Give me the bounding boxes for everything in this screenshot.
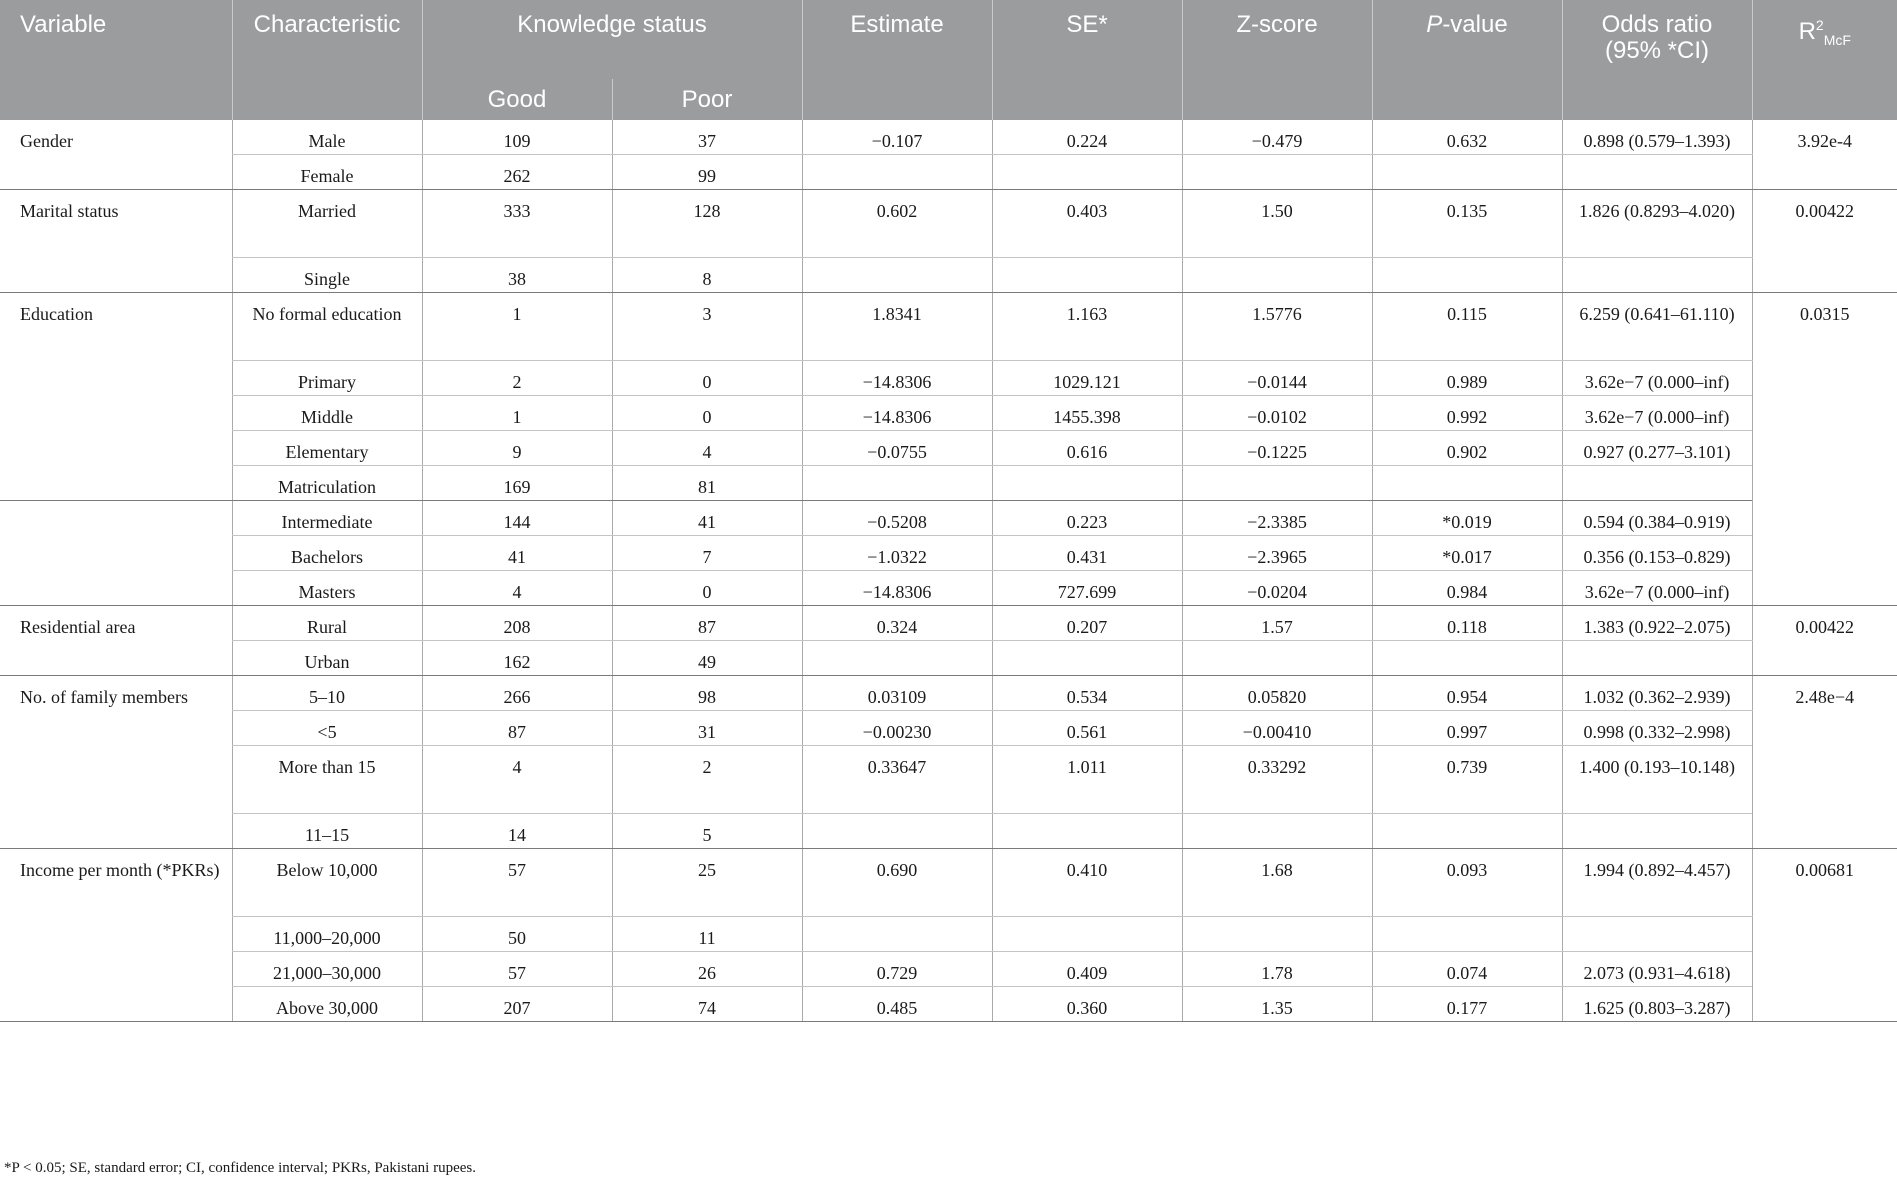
z-score-cell: −0.00410 <box>1182 711 1372 746</box>
header-poor: Poor <box>612 79 802 120</box>
variable-cell <box>0 501 232 606</box>
good-cell: 57 <box>422 952 612 987</box>
good-cell: 109 <box>422 120 612 155</box>
odds-ratio-cell <box>1562 258 1752 293</box>
z-score-cell: −0.0102 <box>1182 396 1372 431</box>
z-score-cell <box>1182 258 1372 293</box>
table-row <box>0 431 1897 466</box>
p-value-cell: 0.997 <box>1372 711 1562 746</box>
poor-cell: 8 <box>612 258 802 293</box>
estimate-cell: −0.5208 <box>802 501 992 536</box>
estimate-cell: −14.8306 <box>802 361 992 396</box>
good-cell: 2 <box>422 361 612 396</box>
estimate-cell <box>802 917 992 952</box>
se-cell: 1455.398 <box>992 396 1182 431</box>
estimate-cell <box>802 814 992 849</box>
se-cell: 0.534 <box>992 676 1182 711</box>
variable-cell: Gender <box>0 120 232 190</box>
characteristic-cell: Middle <box>232 396 422 431</box>
good-cell: 1 <box>422 396 612 431</box>
p-value-cell: 0.093 <box>1372 849 1562 917</box>
r2-cell: 0.00422 <box>1752 606 1897 676</box>
table-row <box>0 258 1897 293</box>
estimate-cell: 0.602 <box>802 190 992 258</box>
p-value-cell: 0.984 <box>1372 571 1562 606</box>
good-cell: 1 <box>422 293 612 361</box>
table-row <box>0 849 1897 917</box>
table-header <box>0 0 1897 120</box>
p-value-cell: 0.135 <box>1372 190 1562 258</box>
z-score-cell: 0.05820 <box>1182 676 1372 711</box>
estimate-cell <box>802 641 992 676</box>
se-cell <box>992 917 1182 952</box>
good-cell: 4 <box>422 571 612 606</box>
se-cell: 0.561 <box>992 711 1182 746</box>
odds-ratio-cell: 3.62e−7 (0.000–inf) <box>1562 361 1752 396</box>
characteristic-cell: Above 30,000 <box>232 987 422 1022</box>
se-cell: 0.403 <box>992 190 1182 258</box>
estimate-cell: 0.03109 <box>802 676 992 711</box>
p-value-cell: 0.739 <box>1372 746 1562 814</box>
characteristic-cell: Bachelors <box>232 536 422 571</box>
table-row <box>0 120 1897 155</box>
se-cell: 1.163 <box>992 293 1182 361</box>
header-odds-ratio-line1: Odds ratio <box>1601 11 1713 38</box>
poor-cell: 5 <box>612 814 802 849</box>
poor-cell: 25 <box>612 849 802 917</box>
p-value-cell <box>1372 917 1562 952</box>
poor-cell: 0 <box>612 361 802 396</box>
z-score-cell <box>1182 917 1372 952</box>
table-row <box>0 361 1897 396</box>
table-footnote: *P < 0.05; SE, standard error; CI, confidence interval; PKRs, Pakistani rupees. <box>4 1160 476 1176</box>
estimate-cell: 1.8341 <box>802 293 992 361</box>
estimate-cell: −14.8306 <box>802 571 992 606</box>
estimate-cell <box>802 466 992 501</box>
odds-ratio-cell: 0.898 (0.579–1.393) <box>1562 120 1752 155</box>
header-characteristic: Characteristic <box>232 0 422 120</box>
r2-cell: 2.48e−4 <box>1752 676 1897 849</box>
header-variable: Variable <box>0 0 232 120</box>
characteristic-cell: Masters <box>232 571 422 606</box>
z-score-cell: −2.3965 <box>1182 536 1372 571</box>
characteristic-cell: Female <box>232 155 422 190</box>
p-value-cell: 0.115 <box>1372 293 1562 361</box>
z-score-cell: −0.0144 <box>1182 361 1372 396</box>
table-row <box>0 987 1897 1022</box>
poor-cell: 99 <box>612 155 802 190</box>
estimate-cell: −0.00230 <box>802 711 992 746</box>
p-value-cell <box>1372 641 1562 676</box>
se-cell <box>992 641 1182 676</box>
z-score-cell <box>1182 814 1372 849</box>
estimate-cell: −0.0755 <box>802 431 992 466</box>
good-cell: 4 <box>422 746 612 814</box>
se-cell: 0.431 <box>992 536 1182 571</box>
poor-cell: 87 <box>612 606 802 641</box>
characteristic-cell: Male <box>232 120 422 155</box>
poor-cell: 3 <box>612 293 802 361</box>
table-row <box>0 190 1897 258</box>
estimate-cell <box>802 258 992 293</box>
table-row <box>0 571 1897 606</box>
good-cell: 333 <box>422 190 612 258</box>
se-cell: 0.410 <box>992 849 1182 917</box>
characteristic-cell: Elementary <box>232 431 422 466</box>
table-row <box>0 396 1897 431</box>
header-r2-sup: 2 <box>1815 17 1824 33</box>
p-value-cell: 0.902 <box>1372 431 1562 466</box>
good-cell: 9 <box>422 431 612 466</box>
se-cell: 0.223 <box>992 501 1182 536</box>
good-cell: 50 <box>422 917 612 952</box>
p-value-cell <box>1372 466 1562 501</box>
odds-ratio-cell: 0.998 (0.332–2.998) <box>1562 711 1752 746</box>
header-se: SE* <box>992 0 1182 120</box>
characteristic-cell: 21,000–30,000 <box>232 952 422 987</box>
poor-cell: 7 <box>612 536 802 571</box>
characteristic-cell: 5–10 <box>232 676 422 711</box>
odds-ratio-cell: 0.594 (0.384–0.919) <box>1562 501 1752 536</box>
se-cell: 0.224 <box>992 120 1182 155</box>
odds-ratio-cell: 3.62e−7 (0.000–inf) <box>1562 571 1752 606</box>
se-cell: 1.011 <box>992 746 1182 814</box>
p-value-cell: 0.954 <box>1372 676 1562 711</box>
poor-cell: 0 <box>612 571 802 606</box>
p-value-cell: 0.989 <box>1372 361 1562 396</box>
z-score-cell <box>1182 641 1372 676</box>
z-score-cell: 1.35 <box>1182 987 1372 1022</box>
p-value-cell: *0.019 <box>1372 501 1562 536</box>
good-cell: 41 <box>422 536 612 571</box>
p-value-cell: 0.177 <box>1372 987 1562 1022</box>
r2-cell: 3.92e-4 <box>1752 120 1897 190</box>
poor-cell: 41 <box>612 501 802 536</box>
z-score-cell: −0.1225 <box>1182 431 1372 466</box>
odds-ratio-cell <box>1562 641 1752 676</box>
characteristic-cell: No formal education <box>232 293 422 361</box>
poor-cell: 31 <box>612 711 802 746</box>
odds-ratio-cell <box>1562 155 1752 190</box>
header-r2-mcf <box>1752 0 1897 120</box>
table-row <box>0 746 1897 814</box>
table-row <box>0 952 1897 987</box>
p-value-cell <box>1372 258 1562 293</box>
header-odds-ratio <box>1562 0 1752 120</box>
good-cell: 87 <box>422 711 612 746</box>
characteristic-cell: Matriculation <box>232 466 422 501</box>
estimate-cell: −1.0322 <box>802 536 992 571</box>
r2-cell: 0.00681 <box>1752 849 1897 1022</box>
header-odds-ratio-line2: (95% *CI) <box>1604 37 1710 64</box>
characteristic-cell: 11,000–20,000 <box>232 917 422 952</box>
characteristic-cell: Married <box>232 190 422 258</box>
estimate-cell: −0.107 <box>802 120 992 155</box>
poor-cell: 81 <box>612 466 802 501</box>
header-r2-sub: McF <box>1823 31 1851 48</box>
odds-ratio-cell: 3.62e−7 (0.000–inf) <box>1562 396 1752 431</box>
good-cell: 207 <box>422 987 612 1022</box>
p-value-cell: 0.074 <box>1372 952 1562 987</box>
variable-cell: Income per month (*PKRs) <box>0 849 232 1022</box>
poor-cell: 11 <box>612 917 802 952</box>
p-value-cell: 0.632 <box>1372 120 1562 155</box>
poor-cell: 37 <box>612 120 802 155</box>
odds-ratio-cell <box>1562 466 1752 501</box>
se-cell <box>992 814 1182 849</box>
characteristic-cell: Primary <box>232 361 422 396</box>
z-score-cell: 1.78 <box>1182 952 1372 987</box>
header-z-score: Z-score <box>1182 0 1372 120</box>
estimate-cell: 0.485 <box>802 987 992 1022</box>
r2-cell: 0.0315 <box>1752 293 1897 606</box>
poor-cell: 49 <box>612 641 802 676</box>
table-row <box>0 536 1897 571</box>
header-knowledge-status: Knowledge status <box>422 0 802 79</box>
odds-ratio-cell: 2.073 (0.931–4.618) <box>1562 952 1752 987</box>
characteristic-cell: Below 10,000 <box>232 849 422 917</box>
characteristic-cell: Single <box>232 258 422 293</box>
good-cell: 266 <box>422 676 612 711</box>
table-row <box>0 466 1897 501</box>
z-score-cell: 1.57 <box>1182 606 1372 641</box>
p-value-cell <box>1372 814 1562 849</box>
poor-cell: 4 <box>612 431 802 466</box>
variable-cell: Residential area <box>0 606 232 676</box>
z-score-cell: −2.3385 <box>1182 501 1372 536</box>
z-score-cell <box>1182 466 1372 501</box>
poor-cell: 2 <box>612 746 802 814</box>
poor-cell: 128 <box>612 190 802 258</box>
se-cell: 0.409 <box>992 952 1182 987</box>
se-cell: 727.699 <box>992 571 1182 606</box>
estimate-cell: 0.33647 <box>802 746 992 814</box>
header-p-value <box>1372 0 1562 120</box>
table-row <box>0 155 1897 190</box>
header-estimate: Estimate <box>802 0 992 120</box>
se-cell <box>992 258 1182 293</box>
table-row <box>0 606 1897 641</box>
variable-cell: No. of family members <box>0 676 232 849</box>
good-cell: 38 <box>422 258 612 293</box>
estimate-cell: −14.8306 <box>802 396 992 431</box>
table-row <box>0 676 1897 711</box>
z-score-cell: 1.68 <box>1182 849 1372 917</box>
odds-ratio-cell: 1.383 (0.922–2.075) <box>1562 606 1752 641</box>
poor-cell: 26 <box>612 952 802 987</box>
table-row <box>0 917 1897 952</box>
poor-cell: 98 <box>612 676 802 711</box>
se-cell: 0.207 <box>992 606 1182 641</box>
estimate-cell: 0.729 <box>802 952 992 987</box>
table-row <box>0 641 1897 676</box>
z-score-cell: 1.50 <box>1182 190 1372 258</box>
odds-ratio-cell <box>1562 917 1752 952</box>
odds-ratio-cell: 0.356 (0.153–0.829) <box>1562 536 1752 571</box>
good-cell: 57 <box>422 849 612 917</box>
table-row <box>0 711 1897 746</box>
table-row <box>0 293 1897 361</box>
characteristic-cell: More than 15 <box>232 746 422 814</box>
header-p-rest: -value <box>1442 11 1508 38</box>
p-value-cell <box>1372 155 1562 190</box>
se-cell: 0.360 <box>992 987 1182 1022</box>
table-row <box>0 501 1897 536</box>
poor-cell: 74 <box>612 987 802 1022</box>
p-value-cell: *0.017 <box>1372 536 1562 571</box>
header-good: Good <box>422 79 612 120</box>
good-cell: 262 <box>422 155 612 190</box>
odds-ratio-cell <box>1562 814 1752 849</box>
estimate-cell <box>802 155 992 190</box>
se-cell <box>992 466 1182 501</box>
good-cell: 169 <box>422 466 612 501</box>
se-cell <box>992 155 1182 190</box>
good-cell: 14 <box>422 814 612 849</box>
se-cell: 0.616 <box>992 431 1182 466</box>
table-row <box>0 814 1897 849</box>
good-cell: 144 <box>422 501 612 536</box>
estimate-cell: 0.324 <box>802 606 992 641</box>
characteristic-cell: Intermediate <box>232 501 422 536</box>
good-cell: 208 <box>422 606 612 641</box>
odds-ratio-cell: 6.259 (0.641–61.110) <box>1562 293 1752 361</box>
z-score-cell: 0.33292 <box>1182 746 1372 814</box>
variable-cell: Marital status <box>0 190 232 293</box>
variable-cell: Education <box>0 293 232 501</box>
characteristic-cell: Urban <box>232 641 422 676</box>
z-score-cell: 1.5776 <box>1182 293 1372 361</box>
p-value-cell: 0.992 <box>1372 396 1562 431</box>
r2-cell: 0.00422 <box>1752 190 1897 293</box>
estimate-cell: 0.690 <box>802 849 992 917</box>
odds-ratio-cell: 1.400 (0.193–10.148) <box>1562 746 1752 814</box>
odds-ratio-cell: 1.032 (0.362–2.939) <box>1562 676 1752 711</box>
table-body <box>0 120 1897 1022</box>
odds-ratio-cell: 1.994 (0.892–4.457) <box>1562 849 1752 917</box>
z-score-cell: −0.0204 <box>1182 571 1372 606</box>
odds-ratio-cell: 1.625 (0.803–3.287) <box>1562 987 1752 1022</box>
header-r2-base: R <box>1798 18 1816 45</box>
z-score-cell <box>1182 155 1372 190</box>
header-p-letter: P <box>1426 11 1443 38</box>
z-score-cell: −0.479 <box>1182 120 1372 155</box>
characteristic-cell: 11–15 <box>232 814 422 849</box>
p-value-cell: 0.118 <box>1372 606 1562 641</box>
odds-ratio-cell: 1.826 (0.8293–4.020) <box>1562 190 1752 258</box>
poor-cell: 0 <box>612 396 802 431</box>
characteristic-cell: <5 <box>232 711 422 746</box>
se-cell: 1029.121 <box>992 361 1182 396</box>
good-cell: 162 <box>422 641 612 676</box>
odds-ratio-cell: 0.927 (0.277–3.101) <box>1562 431 1752 466</box>
characteristic-cell: Rural <box>232 606 422 641</box>
